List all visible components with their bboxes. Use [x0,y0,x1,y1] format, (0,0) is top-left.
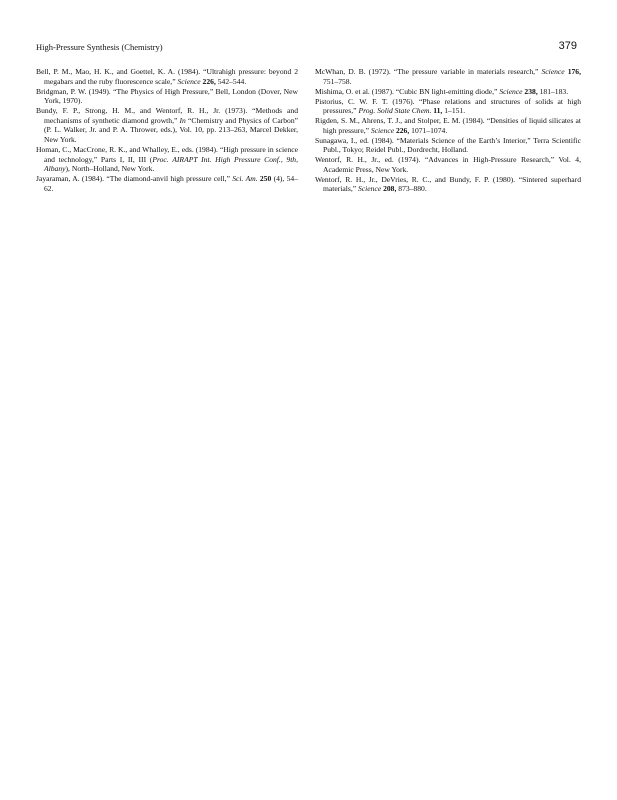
reference-entry: McWhan, D. B. (1972). “The pressure variable in materials research,” Science 176, 751–758. [315,67,582,86]
reference-entry: Wentorf, R. H., Jr., DeVries, R. C., and Bundy, F. P. (1980). “Sintered superhard materials,” Science 208, 873–880. [315,174,581,194]
references-right-column [315,67,581,194]
reference-entry: Bridgman, P. W. (1949). “The Physics of High Pressure,” Bell, London (Dover, New York, 1970). [36,86,298,106]
reference-entry: Wentorf, R. H., Jr., ed. (1974). “Advances in High-Pressure Research,” Vol. 4, Academic Press, New York. [315,155,581,174]
references-left-column [36,67,298,194]
reference-entry: Rigden, S. M., Ahrens, T. J., and Stolper, E. M. (1984). “Densities of liquid silicates at high pressure,” Science 226, 1071–1074. [315,116,581,135]
reference-entry: Bell, P. M., Mao, H. K., and Goettel, K. A. (1984). “Ultrahigh pressure: beyond 2 megabars and the ruby fluorescence scale,” Science 226, 542–544. [36,67,298,86]
reference-entry: Jayaraman, A. (1984). “The diamond-anvil high pressure cell,” Sci. Am. 250 (4), 54–62. [36,174,298,193]
reference-entry: Homan, C., MacCrone, R. K., and Whalley, E., eds. (1984). “High pressure in science and technology,” Parts I, II, III (Proc. AIRAPT Int. High Pressure Conf., 9th, Albany), North–Holland, New York. [36,144,299,174]
reference-entry: Bundy, F. P., Strong, H. M., and Wentorf, R. H., Jr. (1973). “Methods and mechanisms of synthetic diamond growth,” In “Chemistry and Physics of Carbon” (P. L. Walker, Jr. and P. A. Thrower, eds.), Vol. 10, pp. 213–263, Marcel Dekker, New York. [36,106,298,144]
running-head: High-Pressure Synthesis (Chemistry) [36,42,163,52]
reference-entry: Sunagawa, I., ed. (1984). “Materials Science of the Earth’s Interior,” Terra Scientific Publ., Tokyo; Reidel Publ., Dordrecht, Holland. [315,135,581,155]
page-number: 379 [558,40,577,52]
reference-entry: Mishima, O. et al. (1987). “Cubic BN light-emitting diode,” Science 238, 181–183. [315,86,569,96]
reference-entry: Pistorius, C. W. F. T. (1976). “Phase relations and structures of solids at high pressures,” Prog. Solid State Chem. 11, 1–151. [315,96,581,116]
